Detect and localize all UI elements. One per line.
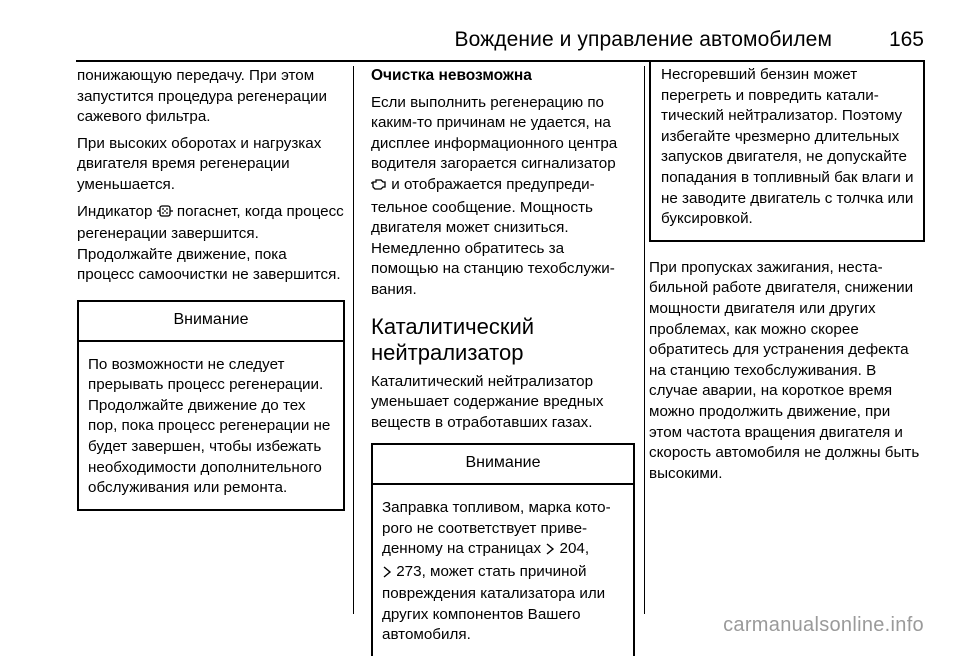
paragraph: При пропусках зажигания, нестабильной работе двигателя, снижении мощности двигателя или других проблемах, как можно скорее обратитесь для устранения дефекта на станцию техобслуживания. В случае аварии, на короткое время можно продолжить движение, при этом частота вращения двигателя и скорость автомобиля не должны быть высокими. — [649, 258, 920, 482]
subheading: Очистка невозможна — [371, 67, 532, 84]
warning-title: Внимание — [373, 445, 633, 485]
page-reference-icon — [382, 564, 392, 585]
column-2 — [371, 66, 635, 656]
column-divider-1 — [353, 66, 354, 614]
paragraph: понижающую передачу. При этом запустится процедура регенерации сажевого фильтра. — [77, 67, 328, 126]
engine-check-icon — [371, 177, 387, 198]
warning-text: По возможности не следует прерывать процесс регенерации. Продолжайте движение до тех пор, пока процесс регенерации не будет завершен, чтобы избежать необходимости дополнительного обслуживания или ремонта. — [88, 355, 331, 497]
paragraph: Каталитический нейтрализатор уменьшает содержание вредных веществ в отработавших газах. — [371, 372, 604, 431]
page-reference-icon — [545, 541, 555, 562]
page-header-title: Вождение и управление автомобилем — [454, 28, 832, 51]
warning-box-continued: Несгоревший бензин может перегреть и повредить каталитический нейтрализатор. Поэтому избегайте чрезмерно длительных запусков двигателя, не допускайте попадания в топливный бак влаги и не заводите двигатель с толчка или буксировкой. — [649, 60, 925, 242]
page-header — [0, 28, 924, 58]
paragraph: Индикатор погаснет, когда процесс регенерации завершится. Продолжайте движение, пока процесс самоочистки не завершится. — [77, 202, 344, 284]
warning-title: Внимание — [79, 302, 343, 342]
section-title: Каталитический нейтрализатор — [371, 313, 535, 365]
warning-box — [371, 443, 635, 656]
paragraph: Если выполнить регенерацию по каким-то причинам не удается, на дисплее информационного центра водителя загорается сигнализатор и отображается предупредительное сообщение. Мощность двигателя может снизиться. Немедленно обратитесь за помощью на станцию техобслуживания. — [371, 93, 618, 298]
column-divider-2 — [644, 66, 645, 614]
column-1 — [77, 66, 345, 511]
page-number: 165 — [888, 28, 924, 51]
dpf-filter-icon — [157, 204, 173, 225]
column-3 — [649, 66, 925, 490]
paragraph: При высоких оборотах и нагрузках двигателя время регенерации уменьшается. — [77, 134, 322, 193]
warning-box — [77, 300, 345, 511]
warning-text: Заправка топливом, марка которого не соответствует приведенному на страницах 204, 273, может стать причиной повреждения катализатора или других компонентов Вашего автомобиля. — [382, 498, 611, 644]
page-reference-link[interactable]: 273, — [396, 562, 426, 580]
page-reference-link[interactable]: 204, — [559, 540, 590, 558]
watermark: carmanualsonline.info — [723, 614, 924, 636]
